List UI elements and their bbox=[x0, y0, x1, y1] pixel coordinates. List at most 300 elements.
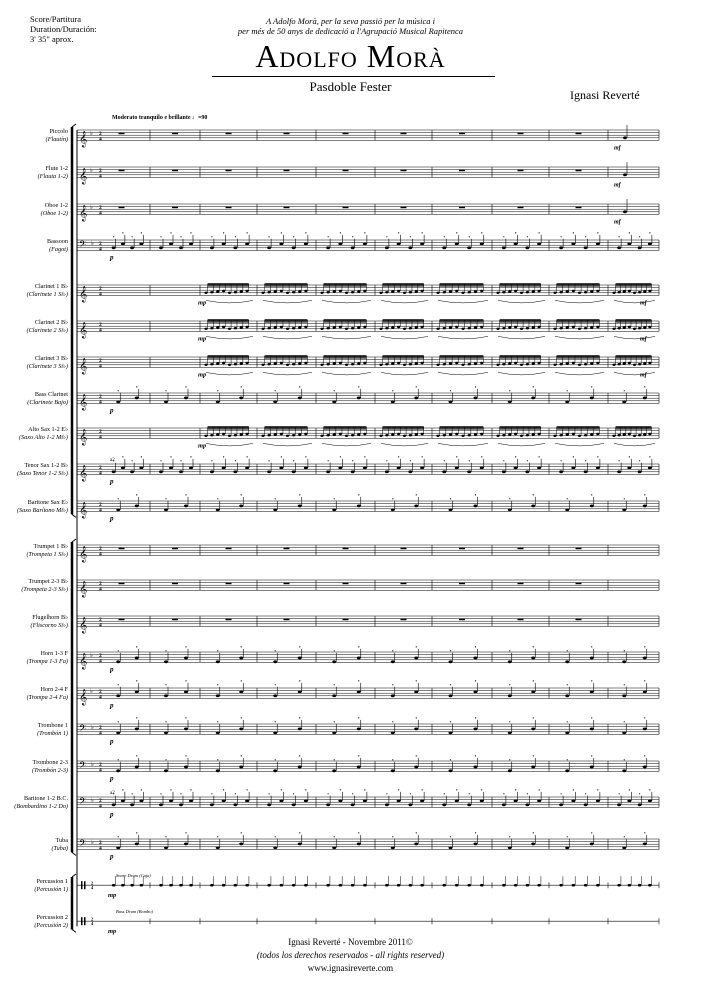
staccato-dot bbox=[364, 456, 365, 457]
score-glyph: 4 bbox=[99, 767, 102, 774]
note-head bbox=[643, 397, 647, 400]
note-head bbox=[409, 884, 413, 887]
note-head bbox=[397, 433, 400, 435]
staccato-dot bbox=[293, 793, 294, 794]
whole-rest bbox=[401, 170, 407, 172]
note-head bbox=[455, 243, 459, 246]
note-head bbox=[617, 884, 621, 887]
note-head bbox=[525, 470, 529, 473]
note-head bbox=[391, 362, 394, 364]
note-head bbox=[239, 843, 243, 846]
staccato-dot bbox=[503, 793, 504, 794]
staccato-dot bbox=[275, 684, 276, 685]
staccato-dot bbox=[132, 460, 133, 461]
instrument-name: Tuba bbox=[55, 837, 68, 845]
note-head bbox=[648, 467, 652, 470]
staccato-dot bbox=[190, 232, 191, 233]
staccato-dot bbox=[597, 232, 598, 233]
instrument-name: Clarinet 1 B♭ bbox=[34, 283, 68, 291]
note-head bbox=[391, 694, 395, 697]
note-head bbox=[239, 691, 243, 694]
note-head bbox=[116, 400, 120, 403]
note-head bbox=[612, 364, 615, 366]
note-head bbox=[590, 326, 593, 328]
note-head bbox=[222, 800, 226, 803]
note-head bbox=[357, 326, 360, 328]
instrument-label bbox=[0, 426, 68, 441]
note-head bbox=[560, 363, 563, 365]
instrument-name-spanish: (Flauta 1-2) bbox=[37, 172, 68, 180]
dynamic-p: p bbox=[110, 701, 114, 710]
note-head bbox=[560, 327, 563, 329]
note-head bbox=[538, 433, 541, 435]
note-head bbox=[239, 728, 243, 731]
instrument-label bbox=[0, 391, 68, 406]
note-head bbox=[560, 434, 563, 436]
note-head bbox=[508, 326, 511, 328]
staccato-dot bbox=[567, 498, 568, 499]
staccato-dot bbox=[217, 836, 218, 837]
slur bbox=[498, 336, 545, 339]
dynamic-p: p bbox=[110, 737, 114, 746]
note-head bbox=[474, 397, 478, 400]
note-head bbox=[298, 843, 302, 846]
note-head bbox=[618, 327, 621, 329]
note-head bbox=[228, 292, 231, 294]
note-head bbox=[121, 467, 125, 470]
note-head bbox=[633, 435, 636, 437]
note-head bbox=[514, 243, 518, 246]
staccato-dot bbox=[358, 646, 359, 647]
instrument-label bbox=[0, 128, 68, 143]
staccato-dot bbox=[573, 456, 574, 457]
note-head bbox=[474, 290, 477, 292]
note-head bbox=[421, 326, 424, 328]
key-signature: ♭ bbox=[91, 241, 94, 248]
note-head bbox=[449, 731, 453, 734]
note-head bbox=[233, 246, 237, 249]
note-head bbox=[298, 657, 302, 660]
note-head bbox=[239, 766, 243, 769]
dynamic-mf: mf bbox=[640, 300, 647, 307]
note-head bbox=[391, 326, 394, 328]
score-glyph: 4 bbox=[99, 730, 102, 737]
staccato-dot bbox=[597, 456, 598, 457]
note-head bbox=[628, 362, 631, 364]
composer: Ignasi Reverté bbox=[570, 88, 640, 102]
note-head bbox=[267, 884, 271, 887]
note-head bbox=[339, 290, 342, 292]
note-head bbox=[468, 363, 471, 365]
note-head bbox=[612, 292, 615, 294]
whole-rest bbox=[172, 133, 178, 135]
slur bbox=[498, 443, 545, 446]
note-head bbox=[385, 434, 388, 436]
note-head bbox=[246, 433, 249, 435]
note-head bbox=[612, 328, 615, 330]
note-head bbox=[234, 327, 237, 329]
score-glyph: 2 bbox=[99, 465, 102, 472]
note-head bbox=[204, 292, 207, 294]
staccato-dot bbox=[160, 793, 161, 794]
note-head bbox=[409, 363, 412, 365]
treble-clef: 𝄞 bbox=[79, 132, 88, 148]
treble-clef: 𝄞 bbox=[79, 359, 88, 375]
note-head bbox=[239, 397, 243, 400]
whole-rest bbox=[576, 207, 582, 209]
note-head bbox=[345, 292, 348, 294]
staccato-dot bbox=[136, 386, 137, 387]
note-head bbox=[414, 691, 418, 694]
note-head bbox=[496, 292, 499, 294]
staccato-dot bbox=[247, 232, 248, 233]
staccato-dot bbox=[619, 793, 620, 794]
note-head bbox=[332, 660, 336, 663]
staccato-dot bbox=[275, 759, 276, 760]
note-head bbox=[596, 433, 599, 435]
note-head bbox=[222, 243, 226, 246]
staccato-dot bbox=[481, 232, 482, 233]
note-head bbox=[379, 292, 382, 294]
staccato-dot bbox=[392, 650, 393, 651]
note-head bbox=[184, 728, 188, 731]
note-head bbox=[559, 803, 563, 806]
instrument-name: Flugelhorn B♭ bbox=[32, 614, 68, 622]
staccato-dot bbox=[469, 793, 470, 794]
note-head bbox=[467, 470, 471, 473]
note-head bbox=[480, 290, 483, 292]
staccato-dot bbox=[624, 650, 625, 651]
note-head bbox=[572, 290, 575, 292]
whole-rest bbox=[518, 548, 524, 550]
instrument-label bbox=[0, 319, 68, 334]
key-signature: ♭ bbox=[90, 689, 93, 696]
note-head bbox=[298, 290, 301, 292]
note-head bbox=[443, 291, 446, 293]
whole-rest bbox=[226, 133, 232, 135]
whole-rest bbox=[401, 619, 407, 621]
note-head bbox=[648, 362, 651, 364]
note-head bbox=[130, 246, 134, 249]
instrument-name-spanish: (Percusión 1) bbox=[34, 885, 68, 893]
note-head bbox=[420, 467, 424, 470]
staccato-dot bbox=[422, 232, 423, 233]
note-head bbox=[286, 292, 289, 294]
note-head bbox=[420, 243, 424, 246]
staccato-dot bbox=[533, 717, 534, 718]
staccato-dot bbox=[118, 390, 119, 391]
staccato-dot bbox=[132, 236, 133, 237]
instrument-name: Percussion 1 bbox=[36, 878, 68, 886]
a2-marking: a2 bbox=[110, 458, 115, 463]
instrument-label bbox=[0, 878, 68, 893]
staccato-dot bbox=[334, 721, 335, 722]
staccato-dot bbox=[217, 684, 218, 685]
staccato-dot bbox=[247, 456, 248, 457]
note-head bbox=[351, 470, 355, 473]
staccato-dot bbox=[340, 232, 341, 233]
note-head bbox=[391, 290, 394, 292]
bracket-hook bbox=[72, 124, 76, 127]
note-head bbox=[204, 435, 207, 437]
note-head bbox=[442, 246, 446, 249]
slur bbox=[206, 336, 253, 339]
note-head bbox=[286, 364, 289, 366]
note-head bbox=[164, 731, 168, 734]
bracket-hook bbox=[72, 852, 76, 855]
note-head bbox=[298, 433, 301, 435]
staccato-dot bbox=[624, 498, 625, 499]
staccato-dot bbox=[533, 646, 534, 647]
whole-rest bbox=[459, 548, 465, 550]
note-head bbox=[351, 434, 354, 436]
score-glyph: 4 bbox=[99, 658, 102, 665]
note-head bbox=[508, 433, 511, 435]
note-head bbox=[279, 800, 283, 803]
slur bbox=[206, 372, 253, 375]
note-head bbox=[298, 505, 302, 508]
note-head bbox=[179, 803, 183, 806]
note-head bbox=[526, 291, 529, 293]
staccato-dot bbox=[217, 498, 218, 499]
staccato-dot bbox=[509, 684, 510, 685]
whole-rest bbox=[401, 583, 407, 585]
dynamic-mp: mp bbox=[108, 892, 117, 900]
note-head bbox=[408, 246, 412, 249]
dynamic-mf: mf bbox=[614, 182, 621, 189]
staccato-dot bbox=[624, 684, 625, 685]
note-head bbox=[273, 769, 277, 772]
staccato-dot bbox=[299, 680, 300, 681]
note-head bbox=[415, 362, 418, 364]
note-head bbox=[596, 884, 600, 887]
staccato-dot bbox=[591, 680, 592, 681]
staccato-dot bbox=[180, 236, 181, 237]
note-head bbox=[179, 246, 183, 249]
score-glyph: 2 bbox=[99, 205, 102, 212]
note-head bbox=[357, 766, 361, 769]
score-glyph: 4 bbox=[99, 551, 102, 558]
staccato-dot bbox=[539, 789, 540, 790]
note-head bbox=[455, 800, 459, 803]
note-head bbox=[553, 435, 556, 437]
staccato-dot bbox=[118, 498, 119, 499]
note-head bbox=[216, 290, 219, 292]
bass-clef: 𝄢 bbox=[79, 838, 87, 851]
instrument-name-spanish: (Bombardino 1-2 Do) bbox=[14, 802, 68, 810]
staccato-dot bbox=[567, 836, 568, 837]
staccato-dot bbox=[503, 460, 504, 461]
note-head bbox=[357, 505, 361, 508]
staccato-dot bbox=[585, 793, 586, 794]
note-head bbox=[164, 660, 168, 663]
instrument-name-spanish: (Fagot) bbox=[49, 245, 68, 253]
note-head bbox=[273, 508, 277, 511]
staccato-dot bbox=[136, 717, 137, 718]
footer-copyright: Ignasi Reverté - Novembre 2011© bbox=[288, 937, 413, 947]
note-head bbox=[261, 292, 264, 294]
instrument-name-spanish: (Saxo Alto 1-2 Mi♭) bbox=[18, 433, 68, 441]
whole-rest bbox=[343, 548, 349, 550]
note-head bbox=[468, 327, 471, 329]
staccato-dot bbox=[644, 717, 645, 718]
note-head bbox=[633, 328, 636, 330]
note-head bbox=[116, 660, 120, 663]
dynamic-mf: mf bbox=[614, 219, 621, 226]
note-head bbox=[135, 691, 139, 694]
note-head bbox=[622, 846, 626, 849]
staccato-dot bbox=[567, 390, 568, 391]
note-head bbox=[584, 884, 588, 887]
note-head bbox=[130, 803, 134, 806]
whole-rest bbox=[343, 133, 349, 135]
slur bbox=[555, 443, 604, 446]
whole-rest bbox=[518, 619, 524, 621]
snare-drum-label: Snare Drum (Caja) bbox=[116, 873, 151, 878]
note-head bbox=[184, 766, 188, 769]
note-head bbox=[261, 435, 264, 437]
note-head bbox=[590, 397, 594, 400]
note-head bbox=[327, 327, 330, 329]
staccato-dot bbox=[235, 793, 236, 794]
dynamic-mf: mf bbox=[640, 336, 647, 343]
note-head bbox=[474, 728, 478, 731]
bass-clef: 𝄢 bbox=[79, 796, 87, 809]
note-head bbox=[397, 884, 401, 887]
staccato-dot bbox=[392, 498, 393, 499]
score-glyph: 2 bbox=[99, 798, 102, 805]
note-head bbox=[643, 362, 646, 364]
note-head bbox=[566, 326, 569, 328]
note-head bbox=[216, 694, 220, 697]
note-head bbox=[385, 327, 388, 329]
note-head bbox=[627, 243, 631, 246]
note-head bbox=[474, 505, 478, 508]
score-glyph: 2 bbox=[99, 241, 102, 248]
note-head bbox=[565, 400, 569, 403]
note-head bbox=[514, 800, 518, 803]
note-head bbox=[164, 694, 168, 697]
staccato-dot bbox=[481, 789, 482, 790]
staccato-dot bbox=[165, 498, 166, 499]
note-head bbox=[304, 433, 307, 435]
staccato-dot bbox=[334, 759, 335, 760]
note-head bbox=[436, 328, 439, 330]
note-head bbox=[112, 803, 116, 806]
note-head bbox=[414, 505, 418, 508]
whole-rest bbox=[284, 583, 290, 585]
note-head bbox=[565, 846, 569, 849]
note-head bbox=[169, 467, 173, 470]
note-head bbox=[210, 327, 213, 329]
note-head bbox=[508, 731, 512, 734]
staccato-dot bbox=[165, 759, 166, 760]
note-head bbox=[139, 800, 143, 803]
note-head bbox=[627, 467, 631, 470]
staccato-dot bbox=[503, 236, 504, 237]
whole-rest bbox=[284, 548, 290, 550]
staccato-dot bbox=[136, 646, 137, 647]
note-head bbox=[274, 290, 277, 292]
staccato-dot bbox=[132, 793, 133, 794]
note-head bbox=[403, 364, 406, 366]
note-head bbox=[351, 803, 355, 806]
note-head bbox=[461, 435, 464, 437]
note-head bbox=[596, 800, 600, 803]
note-head bbox=[357, 433, 360, 435]
whole-rest bbox=[119, 207, 125, 209]
note-head bbox=[184, 657, 188, 660]
note-head bbox=[455, 326, 458, 328]
staccato-dot bbox=[561, 793, 562, 794]
instrument-name-spanish: (Saxo Barítono Mi♭) bbox=[16, 506, 68, 514]
note-head bbox=[184, 505, 188, 508]
note-head bbox=[565, 731, 569, 734]
score-glyph: 2 bbox=[99, 653, 102, 660]
note-head bbox=[240, 290, 243, 292]
staccato-dot bbox=[644, 680, 645, 681]
note-head bbox=[449, 433, 452, 435]
note-head bbox=[274, 362, 277, 364]
note-head bbox=[268, 434, 271, 436]
staccato-dot bbox=[185, 755, 186, 756]
whole-rest bbox=[226, 548, 232, 550]
note-head bbox=[320, 364, 323, 366]
subtitle: Pasdoble Fester bbox=[309, 79, 392, 94]
score-glyph: 2 bbox=[99, 689, 102, 696]
staccato-dot bbox=[392, 836, 393, 837]
bracket-hook bbox=[72, 539, 76, 542]
staccato-dot bbox=[165, 650, 166, 651]
note-head bbox=[643, 843, 647, 846]
note-head bbox=[397, 362, 400, 364]
staccato-dot bbox=[136, 755, 137, 756]
note-head bbox=[618, 291, 621, 293]
note-head bbox=[514, 467, 518, 470]
staccato-dot bbox=[334, 684, 335, 685]
dynamic-mp: mp bbox=[198, 299, 207, 307]
staccato-dot bbox=[185, 494, 186, 495]
staccato-dot bbox=[561, 460, 562, 461]
staccato-dot bbox=[185, 717, 186, 718]
note-head bbox=[502, 363, 505, 365]
whole-rest bbox=[226, 170, 232, 172]
note-head bbox=[572, 433, 575, 435]
note-head bbox=[279, 467, 283, 470]
staccato-dot bbox=[334, 390, 335, 391]
staccato-dot bbox=[269, 236, 270, 237]
note-head bbox=[415, 326, 418, 328]
key-signature: ♭ bbox=[90, 205, 93, 212]
staccato-dot bbox=[533, 494, 534, 495]
staccato-dot bbox=[136, 494, 137, 495]
staccato-dot bbox=[450, 650, 451, 651]
note-head bbox=[508, 508, 512, 511]
note-head bbox=[246, 326, 249, 328]
whole-rest bbox=[576, 133, 582, 135]
whole-rest bbox=[518, 170, 524, 172]
dynamic-p: p bbox=[110, 774, 114, 783]
dynamic-p: p bbox=[110, 514, 114, 523]
note-head bbox=[286, 435, 289, 437]
note-head bbox=[633, 364, 636, 366]
staccato-dot bbox=[450, 684, 451, 685]
staccato-dot bbox=[113, 236, 114, 237]
staccato-dot bbox=[241, 494, 242, 495]
note-head bbox=[436, 292, 439, 294]
instrument-name-spanish: (Oboe 1-2) bbox=[40, 209, 68, 217]
staccato-dot bbox=[165, 684, 166, 685]
